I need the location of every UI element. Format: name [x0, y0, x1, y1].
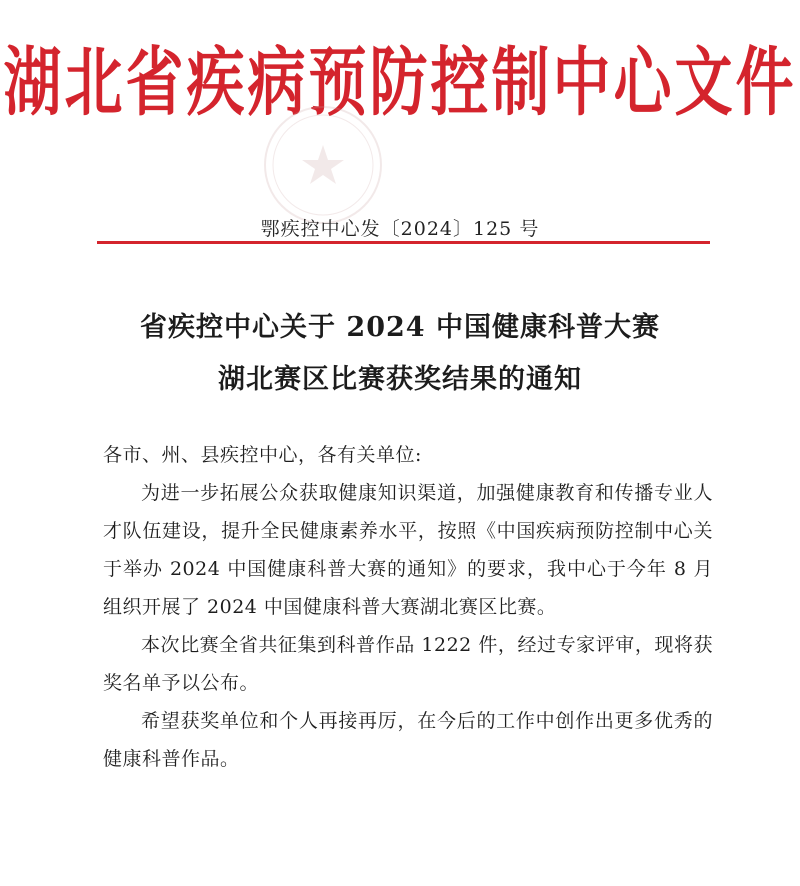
- title-line-1: 省疾控中心关于 2024 中国健康科普大赛: [140, 312, 660, 343]
- body-paragraph-1: 为进一步拓展公众获取健康知识渠道，加强健康教育和传播专业人才队伍建设，提升全民健康素养水平，按照《中国疾病预防控制中心关于举办 2024 中国健康科普大赛的通知》的要求，我中心于今年 8 月组织开展了 2024 中国健康科普大赛湖北赛区比赛。: [103, 482, 713, 618]
- document-masthead: 湖北省疾病预防控制中心文件: [3, 38, 797, 126]
- body-paragraph-3: 希望获奖单位和个人再接再厉，在今后的工作中创作出更多优秀的健康科普作品。: [103, 710, 713, 770]
- document-title: [0, 302, 800, 406]
- document-body: [103, 436, 713, 778]
- salutation: 各市、州、县疾控中心，各有关单位:: [103, 444, 422, 466]
- official-seal-icon: [258, 100, 388, 230]
- title-line-2: 湖北赛区比赛获奖结果的通知: [218, 364, 582, 395]
- document-number: 鄂疾控中心发〔2024〕125 号: [260, 218, 540, 240]
- red-divider-line: [97, 241, 710, 244]
- body-paragraph-2: 本次比赛全省共征集到科普作品 1222 件，经过专家评审，现将获奖名单予以公布。: [103, 634, 713, 694]
